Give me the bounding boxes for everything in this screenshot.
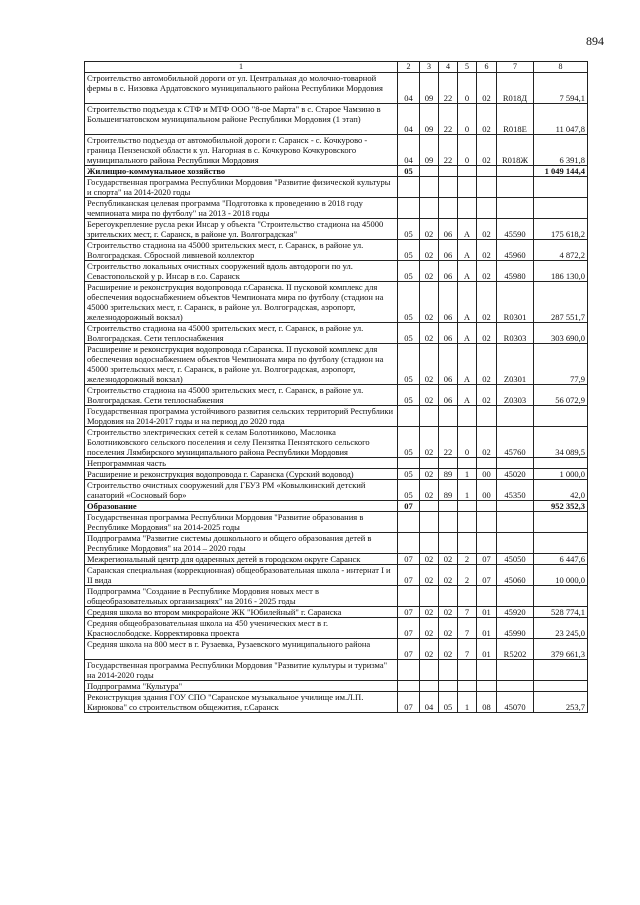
cell-subprogram-code	[458, 166, 477, 177]
table-row	[85, 385, 588, 406]
table-row	[85, 639, 588, 660]
cell-amount	[534, 586, 588, 607]
cell-item-name: Реконструкция здания ГОУ СПО "Саранское музыкальное училище им.Л.П. Кирюкова" со строительством общежития, г.Саранск	[85, 692, 398, 713]
cell-direction-code	[497, 533, 534, 554]
cell-program-code: 02	[439, 639, 458, 660]
header-cell-3: 3	[420, 62, 439, 73]
cell-subprogram-code	[458, 533, 477, 554]
cell-subsection-code	[420, 586, 439, 607]
cell-program-code	[439, 533, 458, 554]
cell-section-code: 05	[398, 282, 420, 323]
table-row	[85, 344, 588, 385]
cell-section-code	[398, 198, 420, 219]
cell-event-code	[477, 406, 497, 427]
cell-amount	[534, 406, 588, 427]
cell-section-code: 07	[398, 618, 420, 639]
cell-subprogram-code	[458, 501, 477, 512]
cell-subprogram-code: 7	[458, 639, 477, 660]
cell-subsection-code	[420, 681, 439, 692]
cell-subsection-code	[420, 458, 439, 469]
cell-direction-code: R018Д	[497, 73, 534, 104]
table-row	[85, 177, 588, 198]
cell-amount	[534, 198, 588, 219]
cell-section-code: 05	[398, 240, 420, 261]
cell-amount: 23 245,0	[534, 618, 588, 639]
table-row	[85, 135, 588, 166]
cell-event-code	[477, 512, 497, 533]
cell-item-name: Расширение и реконструкция водопровода г.Саранска. II пусковой комплекс для обеспечения водоснабжением объектов Чемпионата мира по футболу (стадион на 45000 зрительских мест, г. Саранск, в районе ул. Волгоградская, аэропорт, железнодорожный вокзал)	[85, 344, 398, 385]
cell-item-name: Подпрограмма "Культура"	[85, 681, 398, 692]
cell-section-code	[398, 533, 420, 554]
table-row	[85, 480, 588, 501]
cell-program-code: 22	[439, 135, 458, 166]
cell-direction-code: 45760	[497, 427, 534, 458]
cell-program-code	[439, 458, 458, 469]
cell-subprogram-code: А	[458, 344, 477, 385]
cell-program-code: 06	[439, 282, 458, 323]
cell-event-code: 01	[477, 639, 497, 660]
cell-program-code: 22	[439, 427, 458, 458]
cell-program-code	[439, 501, 458, 512]
table-row	[85, 469, 588, 480]
cell-section-code: 04	[398, 73, 420, 104]
cell-amount: 186 130,0	[534, 261, 588, 282]
cell-subprogram-code: 2	[458, 565, 477, 586]
cell-program-code	[439, 177, 458, 198]
cell-subsection-code: 04	[420, 692, 439, 713]
cell-subprogram-code: А	[458, 261, 477, 282]
cell-program-code: 06	[439, 344, 458, 385]
cell-item-name: Средняя общеобразовательная школа на 450 ученических мест в г. Краснослободске. Корректировка проекта	[85, 618, 398, 639]
cell-event-code: 07	[477, 554, 497, 565]
header-row	[85, 62, 588, 73]
table-row	[85, 458, 588, 469]
cell-amount: 1 049 144,4	[534, 166, 588, 177]
cell-subsection-code: 02	[420, 607, 439, 618]
cell-event-code	[477, 660, 497, 681]
cell-section-code	[398, 512, 420, 533]
cell-event-code: 02	[477, 385, 497, 406]
cell-program-code: 05	[439, 692, 458, 713]
cell-amount: 379 661,3	[534, 639, 588, 660]
table-body	[85, 62, 588, 713]
cell-event-code	[477, 533, 497, 554]
cell-section-code: 05	[398, 323, 420, 344]
cell-amount	[534, 681, 588, 692]
cell-section-code: 05	[398, 344, 420, 385]
cell-event-code	[477, 458, 497, 469]
table-row	[85, 586, 588, 607]
cell-amount	[534, 512, 588, 533]
table-row	[85, 240, 588, 261]
cell-section-code	[398, 586, 420, 607]
cell-subprogram-code: А	[458, 219, 477, 240]
cell-item-name: Строительство стадиона на 45000 зрительских мест, г. Саранск, в районе ул. Волгоградская. Сети теплоснабжения	[85, 385, 398, 406]
cell-direction-code: R018Ж	[497, 135, 534, 166]
table-row	[85, 219, 588, 240]
cell-subprogram-code	[458, 586, 477, 607]
cell-event-code: 01	[477, 618, 497, 639]
cell-item-name: Непрограммная часть	[85, 458, 398, 469]
cell-program-code	[439, 198, 458, 219]
cell-amount: 952 352,3	[534, 501, 588, 512]
table-row	[85, 198, 588, 219]
cell-item-name: Берегоукрепление русла реки Инсар у объекта "Строительство стадиона на 45000 зрительских мест, г. Саранск, в районе ул. Волгоградская"	[85, 219, 398, 240]
table-row	[85, 607, 588, 618]
cell-section-code: 05	[398, 427, 420, 458]
cell-subsection-code	[420, 166, 439, 177]
cell-item-name: Строительство автомобильной дороги от ул. Центральная до молочно-товарной фермы в с. Низовка Ардатовского муниципального района Республики Мордовия	[85, 73, 398, 104]
cell-item-name: Образование	[85, 501, 398, 512]
cell-direction-code	[497, 406, 534, 427]
cell-section-code: 07	[398, 639, 420, 660]
cell-amount: 303 690,0	[534, 323, 588, 344]
cell-item-name: Жилищно-коммунальное хозяйство	[85, 166, 398, 177]
cell-subsection-code: 02	[420, 618, 439, 639]
cell-section-code	[398, 177, 420, 198]
cell-section-code: 05	[398, 261, 420, 282]
cell-amount: 4 872,2	[534, 240, 588, 261]
cell-subprogram-code: А	[458, 240, 477, 261]
cell-subprogram-code: 1	[458, 469, 477, 480]
cell-subprogram-code: 1	[458, 480, 477, 501]
table-row	[85, 512, 588, 533]
cell-subprogram-code: 7	[458, 607, 477, 618]
cell-direction-code	[497, 458, 534, 469]
cell-amount: 10 000,0	[534, 565, 588, 586]
table-row	[85, 166, 588, 177]
cell-program-code: 22	[439, 73, 458, 104]
table-row	[85, 282, 588, 323]
cell-amount: 253,7	[534, 692, 588, 713]
cell-event-code: 02	[477, 73, 497, 104]
table-row	[85, 533, 588, 554]
budget-table	[84, 61, 588, 713]
cell-direction-code: 45070	[497, 692, 534, 713]
table-row	[85, 565, 588, 586]
cell-event-code	[477, 586, 497, 607]
cell-section-code	[398, 681, 420, 692]
cell-amount: 42,0	[534, 480, 588, 501]
cell-subsection-code: 09	[420, 135, 439, 166]
table-row	[85, 681, 588, 692]
cell-event-code: 01	[477, 607, 497, 618]
cell-direction-code: 45920	[497, 607, 534, 618]
cell-section-code: 07	[398, 501, 420, 512]
cell-section-code: 05	[398, 480, 420, 501]
table-row	[85, 406, 588, 427]
cell-event-code: 02	[477, 135, 497, 166]
cell-amount	[534, 177, 588, 198]
cell-amount: 7 594,1	[534, 73, 588, 104]
cell-item-name: Расширение и реконструкция водопровода г.Саранска. II пусковой комплекс для обеспечения водоснабжением объектов Чемпионата мира по футболу (стадион на 45000 зрительских мест, г. Саранск, в районе ул. Волгоградская, аэропорт, железнодорожный вокзал)	[85, 282, 398, 323]
cell-subprogram-code: 1	[458, 692, 477, 713]
cell-subprogram-code	[458, 512, 477, 533]
cell-item-name: Строительство подъезда от автомобильной дороги г. Саранск - с. Кочкурово - граница Пензенской области к ул. Нагорная в с. Кочкурово Кочкуровского муниципального района Республики Мордовия	[85, 135, 398, 166]
cell-direction-code: 45020	[497, 469, 534, 480]
cell-subprogram-code	[458, 406, 477, 427]
cell-amount: 1 000,0	[534, 469, 588, 480]
cell-item-name: Строительство стадиона на 45000 зрительских мест, г. Саранск, в районе ул. Волгоградская. Сбросной ливневой коллектор	[85, 240, 398, 261]
cell-direction-code	[497, 660, 534, 681]
cell-event-code	[477, 501, 497, 512]
cell-event-code	[477, 166, 497, 177]
cell-event-code: 02	[477, 261, 497, 282]
cell-subprogram-code	[458, 198, 477, 219]
cell-subsection-code: 02	[420, 344, 439, 385]
header-cell-2: 2	[398, 62, 420, 73]
cell-event-code: 00	[477, 469, 497, 480]
cell-item-name: Подпрограмма "Создание в Республике Мордовия новых мест в общеобразовательных организациях" на 2016 - 2025 годы	[85, 586, 398, 607]
cell-subsection-code	[420, 198, 439, 219]
cell-program-code: 89	[439, 480, 458, 501]
table-row	[85, 104, 588, 135]
cell-subsection-code	[420, 501, 439, 512]
cell-amount: 77,9	[534, 344, 588, 385]
cell-subsection-code: 02	[420, 427, 439, 458]
cell-item-name: Строительство подъезда к СТФ и МТФ ООО "8-ое Марта" в с. Старое Чамзино в Большеигнатовском муниципальном районе Республики Мордовия (1 этап)	[85, 104, 398, 135]
header-cell-7: 7	[497, 62, 534, 73]
cell-subsection-code	[420, 512, 439, 533]
cell-amount: 287 551,7	[534, 282, 588, 323]
table-row	[85, 501, 588, 512]
cell-amount: 56 072,9	[534, 385, 588, 406]
cell-subprogram-code: 2	[458, 554, 477, 565]
cell-subsection-code: 02	[420, 554, 439, 565]
cell-subprogram-code	[458, 681, 477, 692]
cell-program-code: 22	[439, 104, 458, 135]
cell-program-code: 02	[439, 554, 458, 565]
cell-direction-code	[497, 177, 534, 198]
cell-direction-code	[497, 166, 534, 177]
page-number: 894	[586, 34, 604, 48]
cell-section-code: 05	[398, 469, 420, 480]
cell-event-code: 02	[477, 344, 497, 385]
cell-subsection-code: 02	[420, 639, 439, 660]
cell-direction-code: Z0301	[497, 344, 534, 385]
cell-program-code	[439, 406, 458, 427]
cell-subsection-code: 02	[420, 240, 439, 261]
cell-section-code	[398, 458, 420, 469]
cell-program-code: 02	[439, 565, 458, 586]
cell-program-code: 06	[439, 219, 458, 240]
cell-subprogram-code: А	[458, 385, 477, 406]
cell-amount: 175 618,2	[534, 219, 588, 240]
header-cell-1: 1	[85, 62, 398, 73]
cell-event-code: 07	[477, 565, 497, 586]
table-row	[85, 660, 588, 681]
cell-direction-code	[497, 681, 534, 692]
cell-subprogram-code: А	[458, 282, 477, 323]
cell-subprogram-code	[458, 177, 477, 198]
cell-direction-code	[497, 586, 534, 607]
cell-subprogram-code: 7	[458, 618, 477, 639]
cell-amount	[534, 660, 588, 681]
cell-subprogram-code: 0	[458, 135, 477, 166]
cell-program-code: 06	[439, 261, 458, 282]
cell-direction-code: Z0303	[497, 385, 534, 406]
cell-direction-code: R0303	[497, 323, 534, 344]
cell-subsection-code	[420, 660, 439, 681]
cell-section-code: 07	[398, 565, 420, 586]
table-row	[85, 692, 588, 713]
cell-event-code	[477, 198, 497, 219]
cell-program-code	[439, 512, 458, 533]
cell-item-name: Средняя школа на 800 мест в г. Рузаевка, Рузаевского муниципального района	[85, 639, 398, 660]
cell-subsection-code: 02	[420, 219, 439, 240]
cell-subsection-code	[420, 406, 439, 427]
cell-subsection-code: 02	[420, 480, 439, 501]
cell-event-code: 00	[477, 480, 497, 501]
cell-amount	[534, 533, 588, 554]
cell-amount: 11 047,8	[534, 104, 588, 135]
cell-event-code: 02	[477, 323, 497, 344]
cell-subsection-code	[420, 533, 439, 554]
cell-item-name: Межрегиональный центр для одаренных детей в городском округе Саранск	[85, 554, 398, 565]
cell-item-name: Средняя школа во втором микрорайоне ЖК "Юбилейный" г. Саранска	[85, 607, 398, 618]
cell-subprogram-code: 0	[458, 104, 477, 135]
table-row	[85, 261, 588, 282]
cell-item-name: Государственная программа Республики Мордовия "Развитие образования в Республике Мордовия" на 2014-2025 годы	[85, 512, 398, 533]
cell-amount: 528 774,1	[534, 607, 588, 618]
cell-event-code: 02	[477, 219, 497, 240]
cell-program-code: 89	[439, 469, 458, 480]
cell-program-code: 02	[439, 607, 458, 618]
cell-section-code: 07	[398, 554, 420, 565]
cell-direction-code	[497, 512, 534, 533]
header-cell-4: 4	[439, 62, 458, 73]
cell-subprogram-code: 0	[458, 427, 477, 458]
cell-amount	[534, 458, 588, 469]
cell-subprogram-code	[458, 458, 477, 469]
table-row	[85, 427, 588, 458]
cell-subsection-code: 09	[420, 104, 439, 135]
cell-program-code: 06	[439, 240, 458, 261]
cell-section-code: 07	[398, 692, 420, 713]
cell-subsection-code: 02	[420, 385, 439, 406]
cell-item-name: Государственная программа Республики Мордовия "Развитие физической культуры и спорта" на 2014-2020 годы	[85, 177, 398, 198]
cell-item-name: Государственная программа устойчивого развития сельских территорий Республики Мордовия на 2014-2017 годы и на период до 2020 года	[85, 406, 398, 427]
table-row	[85, 554, 588, 565]
cell-event-code: 02	[477, 104, 497, 135]
cell-item-name: Государственная программа Республики Мордовия "Развитие культуры и туризма" на 2014-2020 годы	[85, 660, 398, 681]
cell-program-code: 02	[439, 618, 458, 639]
cell-direction-code: 45990	[497, 618, 534, 639]
cell-direction-code: 45060	[497, 565, 534, 586]
cell-program-code	[439, 660, 458, 681]
cell-section-code	[398, 660, 420, 681]
cell-subsection-code: 02	[420, 282, 439, 323]
cell-item-name: Строительство локальных очистных сооружений вдоль автодороги по ул. Севастопольской у р. Инсар в г.о. Саранск	[85, 261, 398, 282]
cell-section-code: 05	[398, 219, 420, 240]
cell-direction-code: R0301	[497, 282, 534, 323]
cell-item-name: Строительство стадиона на 45000 зрительских мест, г. Саранск, в районе ул. Волгоградская. Сети теплоснабжения	[85, 323, 398, 344]
cell-subsection-code	[420, 177, 439, 198]
header-cell-8: 8	[534, 62, 588, 73]
cell-event-code: 02	[477, 282, 497, 323]
cell-subsection-code: 02	[420, 469, 439, 480]
table-row	[85, 73, 588, 104]
cell-event-code	[477, 681, 497, 692]
cell-direction-code: R5202	[497, 639, 534, 660]
cell-amount: 6 447,6	[534, 554, 588, 565]
table-row	[85, 618, 588, 639]
cell-amount: 34 089,5	[534, 427, 588, 458]
cell-subsection-code: 02	[420, 261, 439, 282]
cell-item-name: Подпрограмма "Развитие системы дошкольного и общего образования детей в Республике Мордовия" на 2014 – 2020 годы	[85, 533, 398, 554]
table-row	[85, 323, 588, 344]
header-cell-5: 5	[458, 62, 477, 73]
cell-item-name: Расширение и реконструкция водопровода г. Саранска (Сурский водовод)	[85, 469, 398, 480]
cell-direction-code: 45590	[497, 219, 534, 240]
cell-event-code: 02	[477, 240, 497, 261]
cell-amount: 6 391,8	[534, 135, 588, 166]
header-cell-6: 6	[477, 62, 497, 73]
cell-item-name: Саранская специальная (коррекционная) общеобразовательная школа - интернат I и II вида	[85, 565, 398, 586]
cell-item-name: Строительство очистных сооружений для ГБУЗ РМ «Ковылкинский детский санаторий «Сосновый бор»	[85, 480, 398, 501]
cell-direction-code: 45050	[497, 554, 534, 565]
cell-event-code: 08	[477, 692, 497, 713]
cell-subprogram-code	[458, 660, 477, 681]
cell-direction-code	[497, 198, 534, 219]
cell-section-code: 05	[398, 385, 420, 406]
cell-section-code: 07	[398, 607, 420, 618]
cell-direction-code: 45350	[497, 480, 534, 501]
cell-subprogram-code: 0	[458, 73, 477, 104]
cell-subsection-code: 02	[420, 565, 439, 586]
cell-program-code	[439, 166, 458, 177]
cell-program-code: 06	[439, 385, 458, 406]
cell-subsection-code: 09	[420, 73, 439, 104]
cell-section-code: 04	[398, 104, 420, 135]
cell-event-code: 02	[477, 427, 497, 458]
cell-section-code: 05	[398, 166, 420, 177]
cell-direction-code: 45960	[497, 240, 534, 261]
cell-program-code	[439, 681, 458, 692]
cell-section-code: 04	[398, 135, 420, 166]
cell-subprogram-code: А	[458, 323, 477, 344]
cell-direction-code: 45980	[497, 261, 534, 282]
cell-direction-code	[497, 501, 534, 512]
cell-direction-code: R018Е	[497, 104, 534, 135]
cell-section-code	[398, 406, 420, 427]
cell-subsection-code: 02	[420, 323, 439, 344]
cell-event-code	[477, 177, 497, 198]
cell-item-name: Строительство электрических сетей к селам Болотниково, Маслонка Болотниковского сельского поселения и селу Пензятка Пензятского сельского поселения Лямбирского муниципального района Республики Мордовия	[85, 427, 398, 458]
cell-program-code: 06	[439, 323, 458, 344]
cell-program-code	[439, 586, 458, 607]
cell-item-name: Республиканская целевая программа "Подготовка к проведению в 2018 году чемпионата мира по футболу" на 2013 - 2018 годы	[85, 198, 398, 219]
